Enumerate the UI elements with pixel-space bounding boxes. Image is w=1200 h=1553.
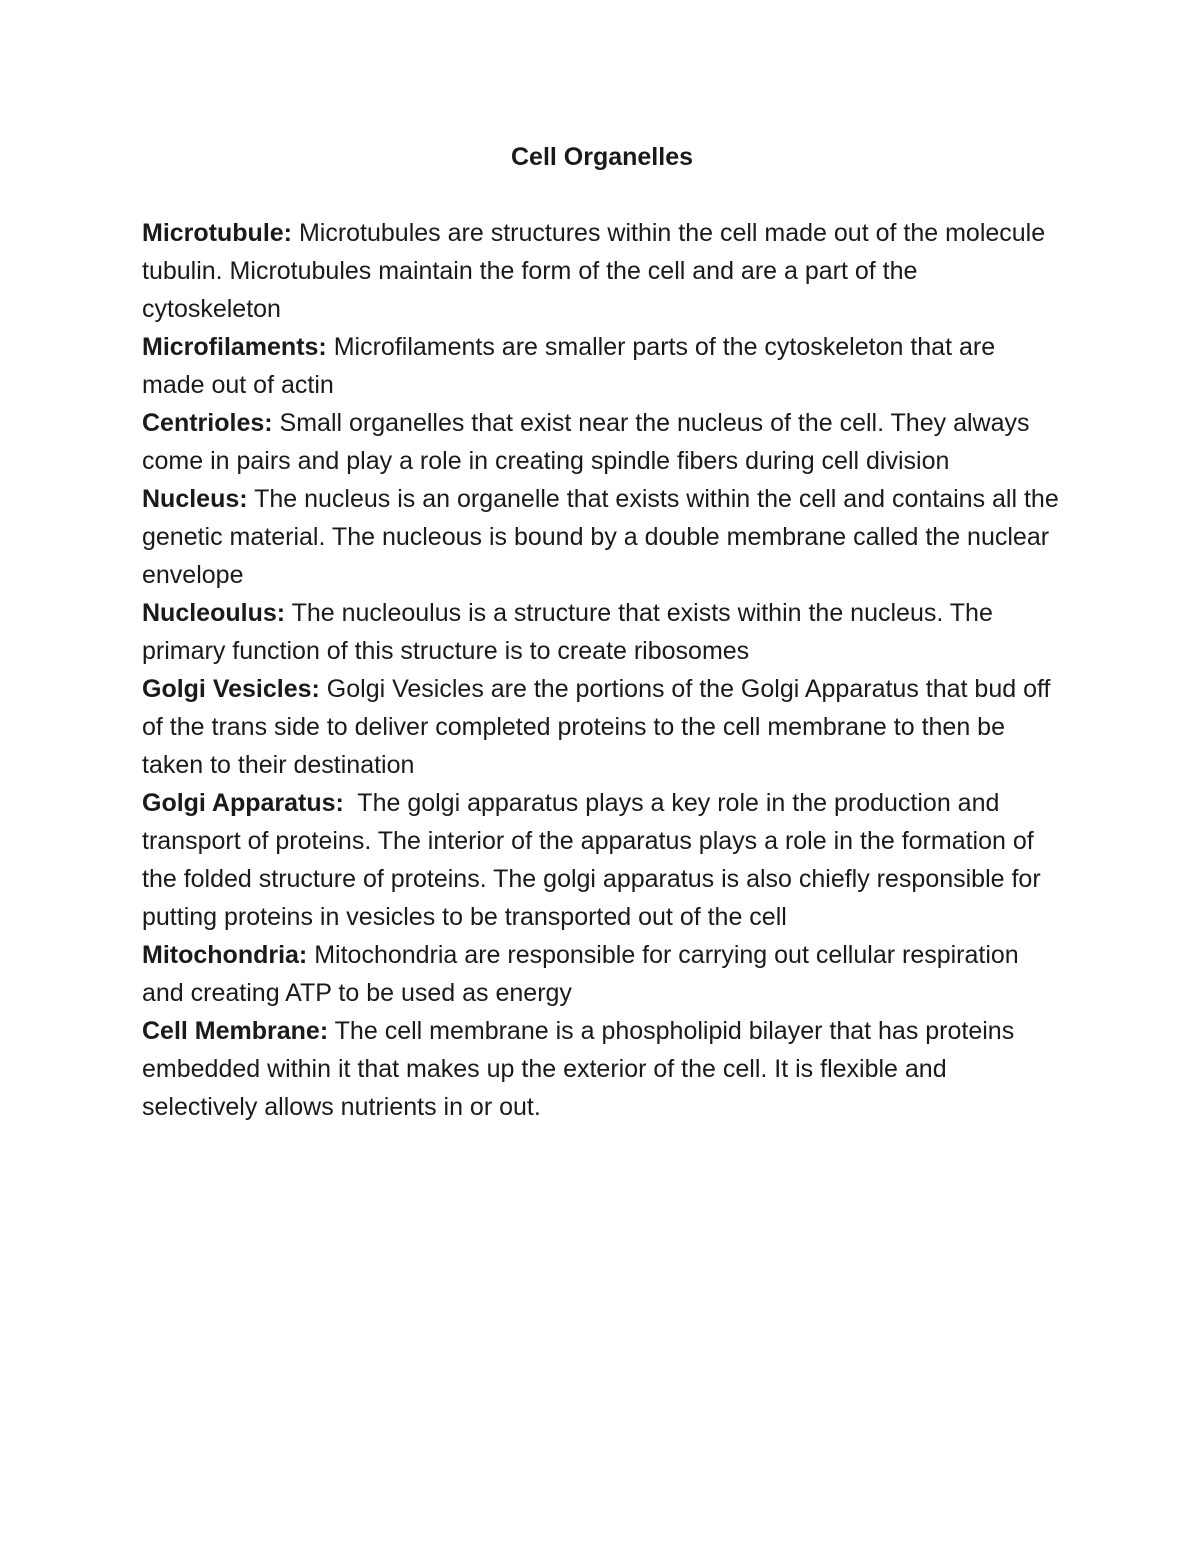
document-body <box>142 138 1062 1126</box>
entry-microfilaments <box>142 328 1062 404</box>
term-label: Golgi Vesicles: <box>142 675 320 703</box>
term-definition: Microfilaments are smaller parts of the cytoskeleton that are made out of actin <box>142 333 996 399</box>
term-definition: The nucleus is an organelle that exists within the cell and contains all the genetic material. The nucleous is bound by a double membrane called the nuclear envelope <box>142 485 1059 589</box>
entry-microtubule <box>142 214 1062 328</box>
term-label: Microfilaments: <box>142 333 327 361</box>
term-definition: The cell membrane is a phospholipid bilayer that has proteins embedded within it that makes up the exterior of the cell. It is flexible and selectively allows nutrients in or out. <box>142 1017 1015 1121</box>
entry-centrioles <box>142 404 1062 480</box>
term-label: Nucleus: <box>142 485 248 513</box>
entry-golgi-vesicles <box>142 670 1062 784</box>
term-definition: Small organelles that exist near the nucleus of the cell. They always come in pairs and play a role in creating spindle fibers during cell division <box>142 409 1030 475</box>
term-definition: The nucleoulus is a structure that exists within the nucleus. The primary function of this structure is to create ribosomes <box>142 599 993 665</box>
entry-cell-membrane <box>142 1012 1062 1126</box>
term-definition: The golgi apparatus plays a key role in the production and transport of proteins. The interior of the apparatus plays a role in the formation of the folded structure of proteins. The golgi apparatus is also chiefly responsible for putting proteins in vesicles to be transported out of the cell <box>142 789 1048 931</box>
entry-golgi-apparatus <box>142 784 1062 936</box>
term-label: Cell Membrane: <box>142 1017 329 1045</box>
term-definition: Mitochondria are responsible for carrying out cellular respiration and creating ATP to be used as energy <box>142 941 1019 1007</box>
term-label: Nucleoulus: <box>142 599 286 627</box>
document-title: Cell Organelles <box>510 143 694 171</box>
entry-mitochondria <box>142 936 1062 1012</box>
entry-nucleus <box>142 480 1062 594</box>
term-label: Microtubule: <box>142 219 292 247</box>
term-label: Golgi Apparatus: <box>142 789 344 817</box>
entry-nucleoulus <box>142 594 1062 670</box>
term-label: Mitochondria: <box>142 941 308 969</box>
term-label: Centrioles: <box>142 409 273 437</box>
term-definition: Microtubules are structures within the cell made out of the molecule tubulin. Microtubules maintain the form of the cell and are a part of the cytoskeleton <box>142 219 1046 323</box>
term-definition: Golgi Vesicles are the portions of the Golgi Apparatus that bud off of the trans side to deliver completed proteins to the cell membrane to then be taken to their destination <box>142 675 1051 779</box>
